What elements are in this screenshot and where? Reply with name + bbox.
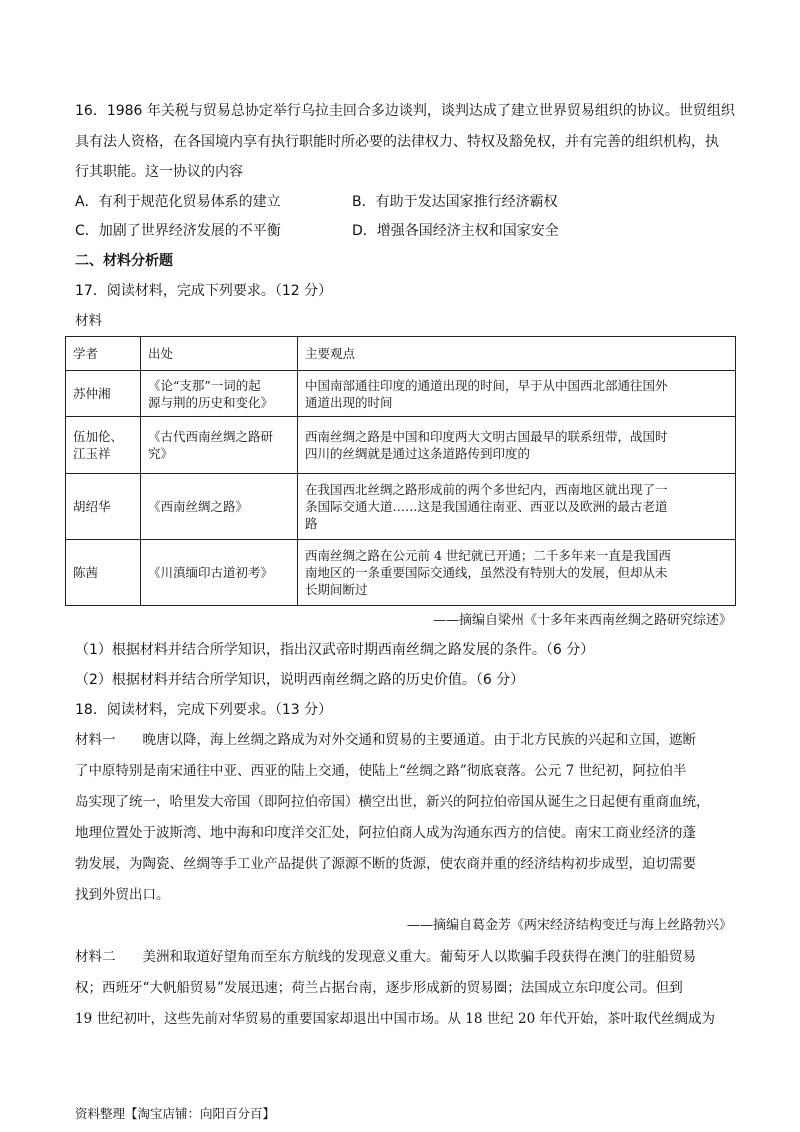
row-view-line: 西南丝绸之路在公元前 4 世纪就已开通；二千多年来一直是我国西 <box>305 548 671 563</box>
row-view-line: 通道出现的时间 <box>305 394 393 410</box>
table-row <box>66 371 736 417</box>
table-row <box>66 540 736 606</box>
q16-option-d: D．增强各国经济主权和国家安全 <box>352 223 559 239</box>
row-view-line: 南地区的一条重要国际交通线，虽然没有特别大的发展，但却从未 <box>305 565 668 580</box>
header-view: 主要观点 <box>298 337 736 371</box>
row-source-line: 《川滇缅印古道初考》 <box>148 565 274 580</box>
q17-sub-question-2: （2）根据材料并结合所学知识，说明西南丝绸之路的历史价值。（6 分） <box>75 672 525 688</box>
q18-material1-line: 材料一 晚唐以降，海上丝绸之路成为对外交通和贸易的主要通道。由于北方民族的兴起和立国，遮断 <box>75 732 696 748</box>
q17-material-label: 材料 <box>75 313 102 329</box>
row-view-line: 路 <box>305 516 318 531</box>
row-scholar: 苏仲湘 <box>66 371 141 417</box>
table-row <box>66 474 736 540</box>
row-source-line: 源与荆的历史和变化》 <box>148 394 274 410</box>
q18-title: 18．阅读材料，完成下列要求。（13 分） <box>75 702 333 718</box>
row-source <box>141 417 298 474</box>
q16-line-1: 16．1986 年关税与贸易总协定举行乌拉圭回合多边谈判，谈判达成了建立世界贸易组织的协议。世贸组织 <box>75 103 735 119</box>
q17-title: 17．阅读材料，完成下列要求。（12 分） <box>75 283 333 299</box>
row-source <box>141 371 298 417</box>
table-header-row <box>66 337 736 371</box>
row-source-line: 究》 <box>148 446 174 461</box>
page-footer: 资料整理【淘宝店铺：向阳百分百】 <box>75 1106 276 1121</box>
q18-material1-line: 岛实现了统一，哈里发大帝国（即阿拉伯帝国）横空出世，新兴的阿拉伯帝国从诞生之日起便有重商血统， <box>75 794 710 810</box>
q18-material1-line: 地理位置处于波斯湾、地中海和印度洋交汇处，阿拉伯商人成为沟通东西方的信使。南宋工商业经济的蓬 <box>75 825 696 841</box>
row-source-line: 《古代西南丝绸之路研 <box>148 429 274 444</box>
row-scholar <box>66 417 141 474</box>
q16-line-3: 行其职能。这一协议的内容 <box>75 164 243 180</box>
section-title: 二、材料分析题 <box>75 253 173 269</box>
q18-material1-line: 找到外贸出口。 <box>75 887 170 903</box>
q18-material1-citation: ——摘编自葛金芳《两宋经济结构变迁与海上丝路勃兴》 <box>406 918 732 933</box>
row-scholar: 陈茜 <box>66 540 141 606</box>
row-view-line: 长期间断过 <box>305 582 368 597</box>
q18-material2-line: 材料二 美洲和取道好望角而至东方航线的发现意义重大。葡萄牙人以欺骗手段获得在澳门的驻船贸易 <box>75 949 696 965</box>
row-view-line: 西南丝绸之路是中国和印度两大文明古国最早的联系纽带，战国时 <box>305 429 668 444</box>
q17-material-table <box>65 336 736 606</box>
header-scholar: 学者 <box>66 337 141 371</box>
row-view <box>298 371 736 417</box>
row-view <box>298 417 736 474</box>
q16-option-c: C．加剧了世界经济发展的不平衡 <box>75 223 281 239</box>
q16-option-a: A．有利于规范化贸易体系的建立 <box>75 194 281 210</box>
q18-material2-line: 权；西班牙“大帆船贸易”发展迅速；荷兰占据台南，逐步形成新的贸易圈；法国成立东印度公司。但到 <box>75 980 683 996</box>
row-scholar-line: 伍加伦、 <box>73 429 124 444</box>
q16-line-2: 具有法人资格，在各国境内享有执行职能时所必要的法律权力、特权及豁免权，并有完善的组织机构，执 <box>75 134 719 150</box>
row-source-line: 《西南丝绸之路》 <box>148 499 249 514</box>
row-source-line: 《论“支那”一词的起 <box>148 377 261 393</box>
q17-sub-question-1: （1）根据材料并结合所学知识，指出汉武帝时期西南丝绸之路发展的条件。（6 分） <box>75 642 595 658</box>
q18-material1-line: 了中原特别是南宋通往中亚、西亚的陆上交通，使陆上“丝绸之路”彻底衰落。公元 7 世纪初，阿拉伯半 <box>75 763 687 779</box>
q18-material1-line: 勃发展，为陶瓷、丝绸等手工业产品提供了源源不断的货源，使农商并重的经济结构初步成型，迫切需要 <box>75 856 696 872</box>
row-view <box>298 540 736 606</box>
header-source: 出处 <box>141 337 298 371</box>
row-view-line: 四川的丝绸就是通过这条道路传到印度的 <box>305 446 531 461</box>
q16-option-b: B．有助于发达国家推行经济霸权 <box>352 194 558 210</box>
row-source <box>141 474 298 540</box>
q18-material2-line: 19 世纪初叶，这些先前对华贸易的重要国家却退出中国市场。从 18 世纪 20 年代开始，茶叶取代丝绸成为 <box>75 1011 715 1027</box>
row-view-line: 条国际交通大道……这是我国通往南亚、西亚以及欧洲的最古老道 <box>305 499 668 514</box>
table-row <box>66 417 736 474</box>
q17-citation: ——摘编自梁州《十多年来西南丝绸之路研究综述》 <box>432 613 732 628</box>
row-scholar: 胡绍华 <box>66 474 141 540</box>
row-view <box>298 474 736 540</box>
row-view-line: 在我国西北丝绸之路形成前的两个多世纪内，西南地区就出现了一 <box>305 482 668 497</box>
row-source <box>141 540 298 606</box>
row-scholar-line: 江玉祥 <box>73 446 111 461</box>
row-view-line: 中国南部通往印度的通道出现的时间，早于从中国西北部通往国外 <box>305 377 668 393</box>
